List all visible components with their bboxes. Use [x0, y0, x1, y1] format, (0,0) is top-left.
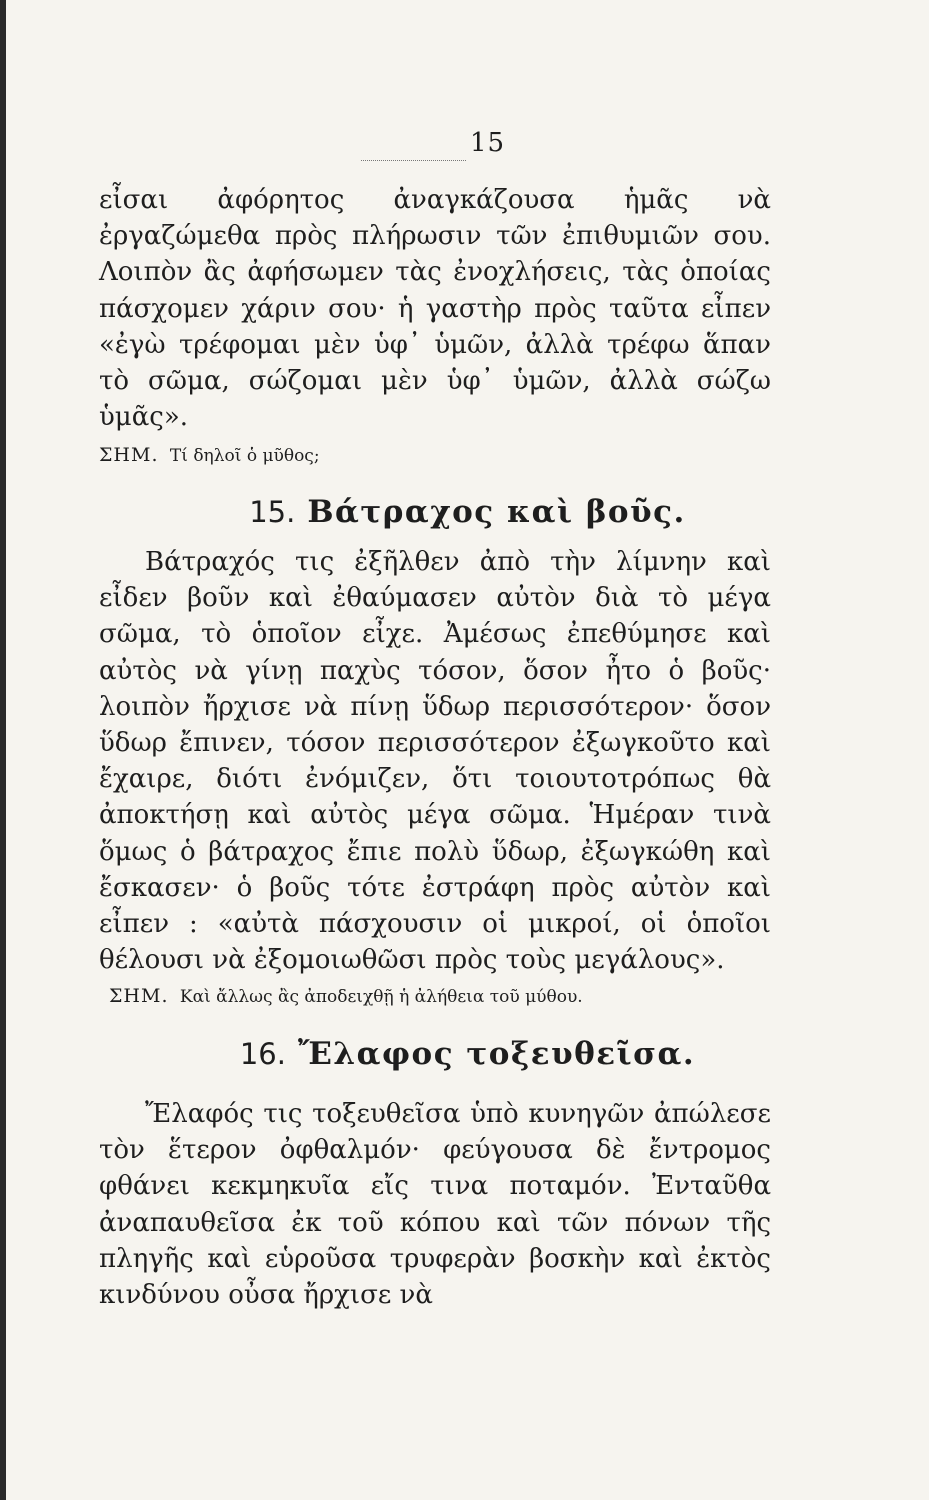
- fable-15-section: [99, 544, 771, 1009]
- fable-16-heading: [6, 1036, 929, 1072]
- fable-16-section: [99, 1096, 771, 1313]
- intro-note: [99, 443, 771, 468]
- intro-paragraph: εἶσαι ἀφόρητος ἀναγκάζουσα ἡμᾶς νὰ ἐργαζώμεθα πρὸς πλήρωσιν τῶν ἐπιθυμιῶν σου. Λοιπὸν ἂς ἀφήσωμεν τὰς ἐνοχλήσεις, τὰς ὁποίας πάσχομεν χάριν σου· ἡ γαστὴρ πρὸς ταῦτα εἶπεν «ἐγὼ τρέφομαι μὲν ὑφ᾽ ὑμῶν, ἀλλὰ τρέφω ἅπαν τὸ σῶμα, σώζομαι μὲν ὑφ᾽ ὑμῶν, ἀλλὰ σώζω ὑμᾶς».: [99, 185, 771, 433]
- page-number-rule: [361, 160, 466, 161]
- intro-section: [99, 182, 771, 468]
- fable-15-note: [99, 984, 771, 1009]
- fable-15-number: 15.: [249, 495, 296, 529]
- fable-15-paragraph: Βάτραχός τις ἐξῆλθεν ἀπὸ τὴν λίμνην καὶ εἶδεν βοῦν καὶ ἐθαύμασεν αὐτὸν διὰ τὸ μέγα σῶμα, τὸ ὁποῖον εἶχε. Ἀμέσως ἐπεθύμησε καὶ αὐτὸς νὰ γίνῃ παχὺς τόσον, ὅσον ἦτο ὁ βοῦς· λοιπὸν ἤρχισε νὰ πίνῃ ὕδωρ περισσότερον· ὅσον ὕδωρ ἔπινεν, τόσον περισσότερον ἐξωγκοῦτο καὶ ἔχαιρε, διότι ἐνόμιζεν, ὅτι τοιουτοτρόπως θὰ ἀποκτήσῃ καὶ αὐτὸς μέγα σῶμα. Ἡμέραν τινὰ ὅμως ὁ βάτραχος ἔπιε πολὺ ὕδωρ, ἐξωγκώθη καὶ ἔσκασεν· ὁ βοῦς τότε ἐστράφη πρὸς αὐτὸν καὶ εἶπεν : «αὐτὰ πάσχουσιν οἱ μικροί, οἱ ὁποῖοι θέλουσι νὰ ἐξομοιωθῶσι πρὸς τοὺς μεγάλους».: [99, 547, 771, 976]
- fable-15-title: Βάτραχος καὶ βοῦς.: [307, 494, 686, 530]
- intro-note-text: Τί δηλοῖ ὁ μῦθος;: [169, 446, 320, 467]
- fable-15-note-label: ΣΗΜ.: [109, 985, 169, 1008]
- fable-15-heading: [6, 494, 929, 530]
- fable-16-number: 16.: [239, 1037, 286, 1071]
- intro-note-label: ΣΗΜ.: [99, 444, 159, 467]
- fable-16-paragraph: Ἔλαφός τις τοξευθεῖσα ὑπὸ κυνηγῶν ἀπώλεσε τὸν ἕτερον ὀφθαλμόν· φεύγουσα δὲ ἔντρομος φθάνει κεκμηκυῖα εἴς τινα ποταμόν. Ἐνταῦθα ἀναπαυθεῖσα ἐκ τοῦ κόπου καὶ τῶν πόνων τῆς πληγῆς καὶ εὑροῦσα τρυφερὰν βοσκὴν καὶ ἐκτὸς κινδύνου οὖσα ἤρχισε νὰ: [99, 1099, 771, 1311]
- fable-16-title: Ἔλαφος τοξευθεῖσα.: [297, 1036, 696, 1072]
- page-number: 15: [469, 128, 506, 158]
- fable-15-note-text: Καὶ ἄλλως ἂς ἀποδειχθῇ ἡ ἀλήθεια τοῦ μύθου.: [179, 987, 583, 1008]
